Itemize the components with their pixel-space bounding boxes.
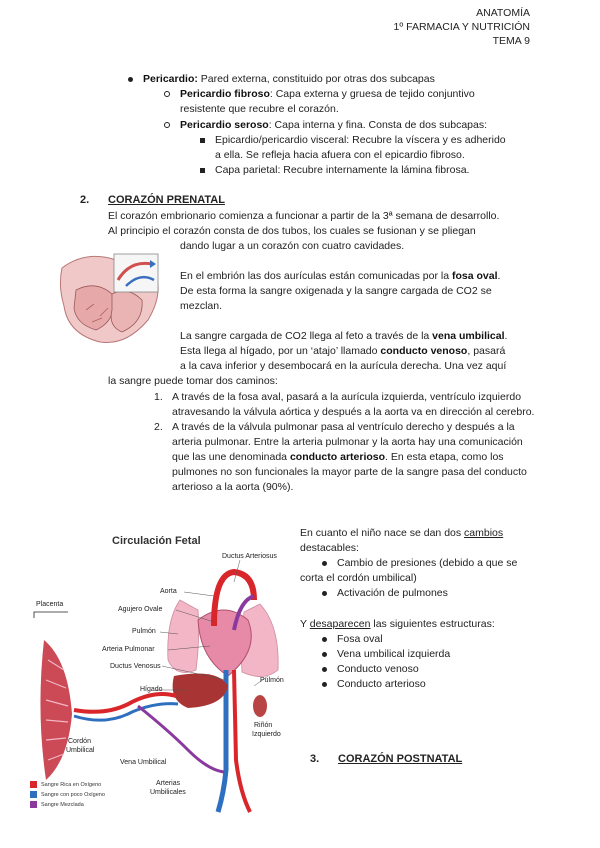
legend-oxygen-rich: [30, 780, 105, 790]
label-rinon: Riñón: [254, 722, 273, 729]
label-placenta: Placenta: [36, 601, 64, 608]
list-item-2: [154, 420, 515, 435]
legend-text: Sangre Rica en Oxígeno: [41, 782, 102, 788]
epicardio-text-2: a ella. Se refleja hacia afuera con el epicardio fibroso.: [215, 149, 465, 161]
epicardio-item: [200, 133, 506, 148]
label-arteria-pulmonar: Arteria Pulmonar: [102, 646, 155, 653]
prenatal-p3-l1: [180, 329, 507, 344]
label-ductus-venosus: Ductus Venosus: [110, 663, 161, 670]
prenatal-p1-l1: El corazón embrionario comienza a funcionar a partir de la 3ª semana de desarrollo.: [108, 210, 500, 222]
text: Vena umbilical izquierda: [337, 648, 451, 660]
bullet: [128, 77, 133, 82]
label-pulmon-left: Pulmón: [132, 628, 156, 635]
prenatal-p2-l1: [180, 269, 500, 284]
text: que las une denominada: [172, 451, 290, 463]
label-umbilicales: Umbilicales: [150, 789, 186, 796]
text: las siguientes estructuras:: [370, 618, 495, 630]
prenatal-p1-l2: Al principio el corazón consta de dos tubos, los cuales se fusionan y se pliegan: [108, 225, 476, 237]
text: Fosa oval: [337, 633, 383, 645]
pericardio-fibroso: [164, 87, 475, 102]
text: A través de la fosa aval, pasará a la aurícula izquierda, ventrículo izquierdo: [172, 391, 522, 403]
list-item-2-l4: pulmones no son funcionales la mayor parte de la sangre pasa del conducto: [172, 466, 527, 478]
list-item: [322, 632, 450, 647]
label-arterias: Arterias: [156, 780, 181, 787]
text: Cambio de presiones (debido a que se: [337, 557, 518, 569]
bullet: [322, 682, 327, 687]
list-item-2-l2: arteria pulmonar. Entre la arteria pulmonar y la aorta hay una comunicación: [172, 436, 523, 448]
cambio-1: [322, 556, 517, 571]
label-aorta: Aorta: [160, 588, 177, 595]
text: En cuanto el niño nace se dan dos: [300, 527, 465, 539]
fibroso-desc: : Capa externa y gruesa de tejido conjuntivo: [269, 88, 475, 100]
bullet: [200, 168, 205, 173]
prenatal-p1-l3: dando lugar a un corazón con cuatro cavidades.: [180, 240, 405, 252]
text: . En esta etapa, como los: [385, 451, 504, 463]
section-number: 2.: [80, 194, 90, 206]
parietal-item: [200, 163, 469, 178]
cambios-intro-2: destacables:: [300, 542, 359, 554]
text: Y: [300, 618, 310, 630]
section-3-heading: [310, 752, 462, 767]
embryo-heart-illustration: [56, 250, 168, 346]
label-umbilical: Umbilical: [66, 747, 95, 754]
legend-text: Sangre Mezclada: [41, 802, 84, 808]
header-topic: TEMA 9: [492, 35, 530, 47]
epicardio-text: Epicardio/pericardio visceral: Recubre la víscera y es adherido: [215, 134, 506, 146]
label-ductus-arteriosus: Ductus Arteriosus: [222, 553, 277, 560]
legend-text: Sangre con poco Oxígeno: [41, 792, 105, 798]
cambio-1-l2: corta el cordón umbilical): [300, 572, 417, 584]
cambios-intro: [300, 526, 503, 541]
text: En el embrión las dos aurículas están comunicadas por la: [180, 270, 452, 282]
bullet: [164, 122, 170, 128]
text: Conducto venoso: [337, 663, 419, 675]
prenatal-p3-l3: a la cava inferior y desembocará en la aurícula derecha. Una vez aquí: [180, 360, 507, 372]
cambios-term: cambios: [464, 527, 504, 539]
text: .: [497, 270, 501, 282]
pericardio-term: Pericardio:: [143, 73, 198, 85]
legend-swatch: [30, 801, 37, 808]
legend-oxygen-poor: [30, 790, 105, 800]
fetal-circulation-drawing: [28, 530, 296, 820]
list-item: [322, 677, 450, 692]
list-number: 1.: [154, 391, 163, 403]
seroso-desc: : Capa interna y fina. Consta de dos subcapas:: [268, 119, 488, 131]
pericardio-item: [128, 72, 435, 87]
section-2-heading: [80, 193, 225, 208]
label-higado: Hígado: [140, 686, 163, 693]
bullet: [322, 561, 327, 566]
pericardio-desc: Pared externa, constituido por otras dos subcapas: [197, 73, 435, 85]
text: Esta llega al hígado, por un ‘atajo’ llamado: [180, 345, 381, 357]
label-izquierdo: Izquierdo: [252, 731, 281, 738]
prenatal-p3-l2: [180, 344, 505, 359]
bullet: [200, 138, 205, 143]
prenatal-p3-l4: la sangre puede tomar dos caminos:: [108, 375, 278, 387]
text: Activación de pulmones: [337, 587, 448, 599]
desaparecen-intro: [300, 617, 495, 632]
list-item-1: [154, 390, 521, 405]
list-item-2-l5: arterioso a la aorta (90%).: [172, 481, 294, 493]
cambio-2: [322, 586, 448, 601]
fosa-oval-term: fosa oval: [451, 270, 498, 282]
diagram-title: Circulación Fetal: [112, 535, 201, 547]
desaparecen-term: desaparecen: [309, 618, 371, 630]
label-vena-umbilical: Vena Umbilical: [120, 759, 167, 766]
header-subject: ANATOMÍA: [476, 7, 530, 19]
text: La sangre cargada de CO2 llega al feto a través de la: [180, 330, 433, 342]
bullet: [164, 91, 170, 97]
fibroso-term: Pericardio fibroso: [180, 88, 270, 100]
pericardio-seroso: [164, 118, 487, 133]
legend-mixed: [30, 800, 105, 810]
section-title: CORAZÓN POSTNATAL: [338, 753, 463, 765]
label-agujero-oval: Agujero Ovale: [118, 606, 163, 613]
text: , pasará: [467, 345, 506, 357]
header-course: 1º FARMACIA Y NUTRICIÓN: [393, 21, 530, 33]
text: Conducto arterioso: [337, 678, 426, 690]
prenatal-p2-l2: De esta forma la sangre oxigenada y la sangre cargada de CO2 se: [180, 285, 492, 297]
list-item: [322, 662, 450, 677]
list-item-2-l3: [172, 450, 504, 465]
seroso-term: Pericardio seroso: [180, 119, 269, 131]
prenatal-p2-l3: mezclan.: [180, 300, 223, 312]
section-number: 3.: [310, 753, 320, 765]
desaparecen-list: [322, 632, 450, 692]
list-number: 2.: [154, 421, 163, 433]
label-cordon: Cordón: [68, 738, 91, 745]
page-header: [394, 6, 530, 48]
bullet: [322, 667, 327, 672]
section-title: CORAZÓN PRENATAL: [108, 194, 225, 206]
bullet: [322, 591, 327, 596]
parietal-text: Capa parietal: Recubre internamente la lámina fibrosa.: [215, 164, 470, 176]
list-item-1-l2: atravesando la válvula aórtica y después a la aorta va en dirección al cerebro.: [172, 406, 535, 418]
conducto-arterioso-term: conducto arterioso: [289, 451, 386, 463]
label-pulmon-right: Pulmón: [260, 677, 284, 684]
list-item: [322, 647, 450, 662]
conducto-venoso-term: conducto venoso: [380, 345, 468, 357]
legend-swatch: [30, 781, 37, 788]
fibroso-desc-2: resistente que recubre el corazón.: [180, 103, 339, 115]
vena-umbilical-term: vena umbilical: [432, 330, 505, 342]
fetal-circulation-diagram: [28, 530, 296, 820]
bullet: [322, 637, 327, 642]
text: .: [504, 330, 508, 342]
legend-swatch: [30, 791, 37, 798]
diagram-legend: [30, 780, 105, 810]
text: A través de la válvula pulmonar pasa al ventrículo derecho y después a la: [172, 421, 515, 433]
bullet: [322, 652, 327, 657]
